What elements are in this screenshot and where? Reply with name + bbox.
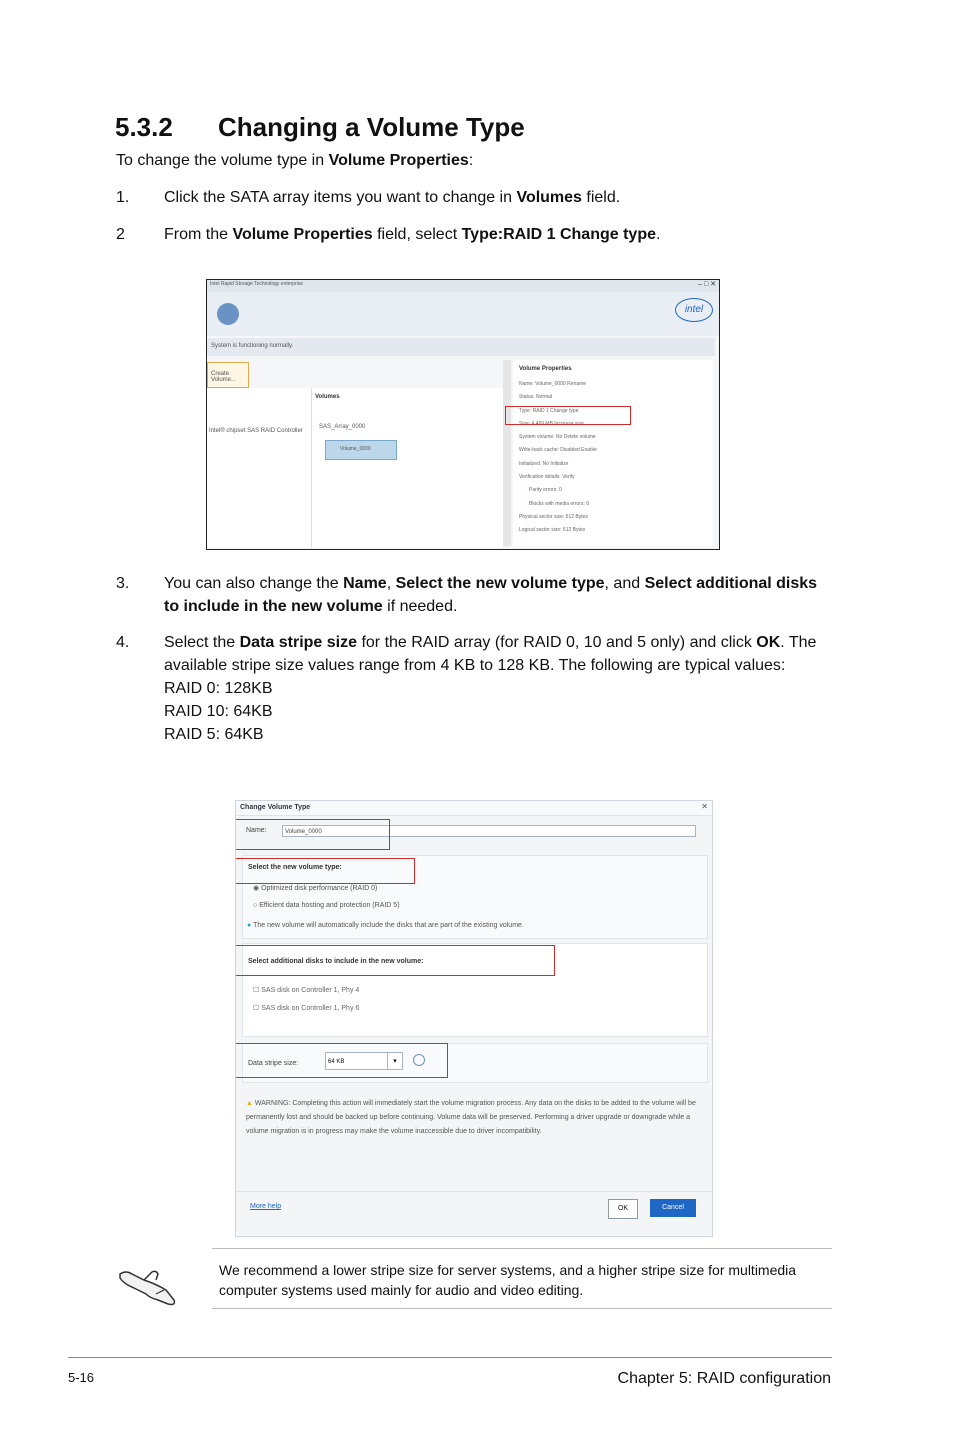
scrollbar[interactable]	[503, 360, 511, 546]
hand-icon	[116, 1260, 178, 1313]
stripe-value-raid0: RAID 0: 128KB	[164, 680, 273, 697]
page-number: 5-16	[68, 1370, 95, 1385]
controller-label: Intel® chipset SAS RAID Controller	[209, 428, 303, 434]
name-label: Name:	[246, 827, 267, 834]
warning-text: ▲ WARNING: Completing this action will immediately start the volume migration process. Any data on the disks to be added to the volume will be permanently lost and should be backed up before continuing. Volume data will be preserved. Performing a driver upgrade or downgrade while a volume migration is in progress may make the volume inaccessible due to driver incompatibility.	[246, 1100, 696, 1135]
stripe-label: Data stripe size:	[248, 1060, 299, 1067]
intel-logo-icon: intel	[675, 298, 713, 322]
highlight-name	[235, 819, 390, 850]
stripe-value-raid5: RAID 5: 64KB	[164, 726, 264, 743]
note-bottom-rule	[212, 1308, 832, 1309]
intro-prefix: To change the volume type in	[116, 152, 329, 169]
property-line: Blocks with media errors: 0	[529, 500, 590, 507]
intro-bold: Volume Properties	[328, 152, 469, 169]
section-title: Changing a Volume Type	[218, 112, 525, 142]
chevron-down-icon[interactable]: ▾	[387, 1053, 402, 1069]
type-header: Select the new volume type:	[248, 864, 342, 871]
status-text: System is functioning normally.	[211, 343, 294, 349]
property-line: Size: 4,469 MB Increase size	[519, 420, 584, 427]
highlight-volume-type	[235, 858, 415, 884]
dialog-title: Change Volume Type	[240, 804, 311, 811]
raid0-radio[interactable]: ◉ Optimized disk performance (RAID 0)	[253, 885, 378, 892]
step-text: From the Volume Properties field, select Type:RAID 1 Change type.	[164, 226, 661, 243]
highlight-change-type	[505, 406, 631, 425]
intro-text	[116, 149, 473, 172]
rst-main-screenshot	[206, 279, 720, 550]
property-line: Initialized: No Initialize	[519, 460, 569, 467]
info-icon: ●	[247, 922, 252, 929]
close-icon[interactable]: ✕	[701, 802, 708, 811]
property-line: Logical sector size: 512 Bytes	[519, 527, 586, 534]
dialog-title-bar	[236, 801, 712, 816]
create-volume-button[interactable]: Create Volume...	[207, 362, 249, 388]
intro-suffix: :	[468, 152, 474, 169]
section-number: 5.3.2	[115, 112, 173, 142]
window-title: Intel Rapid Storage Technology enterprise	[210, 281, 304, 287]
property-line: Name: Volume_0000 Rename	[519, 381, 586, 387]
step-number: 2	[116, 226, 125, 243]
disk-phy6-checkbox[interactable]: ☐ SAS disk on Controller 1, Phy 6	[253, 1005, 360, 1012]
step-number: 1.	[116, 189, 130, 206]
help-icon[interactable]	[217, 303, 239, 325]
ok-button[interactable]: OK	[608, 1199, 638, 1219]
property-line: Status: Normal	[519, 394, 553, 401]
highlight-stripe-size	[235, 1043, 448, 1078]
disk-phy4-checkbox[interactable]: ☐ SAS disk on Controller 1, Phy 4	[253, 987, 360, 994]
info-text: ● The new volume will automatically include the disks that are part of the existing volume.	[247, 922, 524, 929]
properties-title: Volume Properties	[519, 366, 572, 372]
property-line: Type: RAID 1 Change type	[519, 407, 579, 414]
footer-rule	[68, 1357, 832, 1358]
step-text: Click the SATA array items you want to change in Volumes field.	[164, 189, 621, 206]
step-3	[116, 572, 836, 618]
step-text: You can also change the Name, Select the new volume type, and Select additional disks to include in the new volume if needed.	[164, 575, 818, 615]
cancel-button[interactable]: Cancel	[650, 1199, 696, 1217]
status-bar	[207, 338, 715, 356]
properties-list	[519, 378, 597, 538]
volumes-header: Volumes	[315, 394, 340, 400]
property-line: Parity errors: 0	[529, 487, 562, 494]
property-line: System volume: No Delete volume	[519, 434, 596, 441]
step-text: Select the Data stripe size for the RAID array (for RAID 0, 10 and 5 only) and click OK. The available stripe size values range from 4 KB to 128 KB. The following are typical values: RAID 0: 128KB RAID 10: 64KB RAID 5: 64KB	[164, 631, 836, 746]
more-help-link[interactable]: More help	[250, 1203, 282, 1210]
volume-properties-panel	[513, 360, 713, 546]
raid5-radio[interactable]: ○ Efficient data hosting and protection (RAID 5)	[253, 902, 400, 909]
note-text: We recommend a lower stripe size for server systems, and a higher stripe size for multimedia computer systems used mainly for audio and video editing.	[219, 1262, 797, 1298]
property-line: Physical sector size: 512 Bytes	[519, 513, 588, 520]
title-bar	[207, 280, 719, 292]
disks-header: Select additional disks to include in the new volume:	[248, 958, 424, 965]
array-label: SAS_Array_0000	[319, 424, 366, 430]
property-line: Verification details: Verify	[519, 474, 575, 481]
change-volume-type-dialog	[235, 800, 713, 1237]
volume-item[interactable]: Volume_0000	[325, 440, 397, 460]
chapter-title: Chapter 5: RAID configuration	[617, 1370, 831, 1387]
name-field[interactable]: Volume_0000	[282, 825, 696, 837]
step-4	[116, 631, 836, 746]
note-top-rule	[212, 1248, 832, 1249]
stripe-value-raid10: RAID 10: 64KB	[164, 703, 273, 720]
step-number: 3.	[116, 575, 130, 592]
step-number: 4.	[116, 634, 130, 651]
window-controls-icon[interactable]: – □ ✕	[698, 281, 716, 288]
stripe-size-select[interactable]: 64 KB ▾	[325, 1052, 403, 1070]
warning-icon: ▲	[246, 1100, 253, 1107]
storage-panel	[207, 388, 503, 548]
property-line: Write-back cache: Disabled Enable	[519, 447, 597, 454]
toolbar	[207, 292, 719, 336]
highlight-additional-disks	[235, 945, 555, 976]
